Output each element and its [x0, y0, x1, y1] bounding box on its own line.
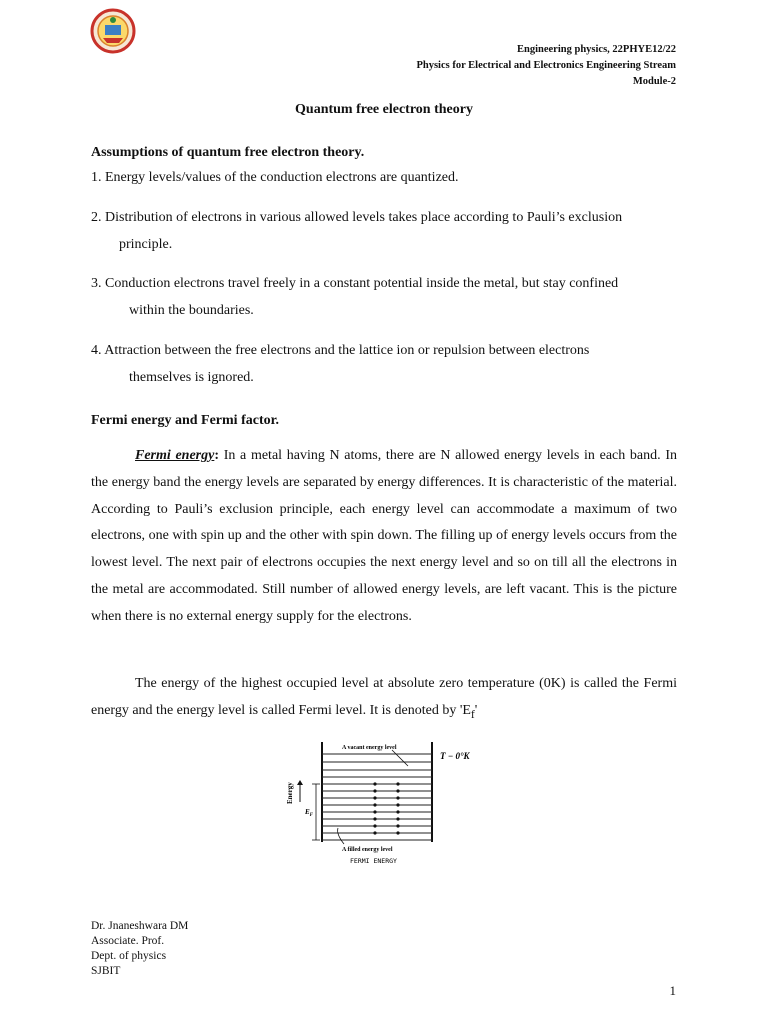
- assumptions-heading: Assumptions of quantum free electron theory.: [91, 145, 365, 160]
- energy-level-lines: [322, 754, 432, 840]
- energy-axis-label: Energy: [286, 782, 294, 804]
- document-header: [416, 42, 676, 90]
- fermi-heading: Fermi energy and Fermi factor.: [91, 413, 280, 428]
- author-name: Dr. Jnaneshwara DM: [91, 920, 189, 932]
- assumption-item-2: 2. Distribution of electrons in various allowed levels takes place according to Pauli’s exclusion principle.: [91, 210, 623, 252]
- assumption-item-4: 4. Attraction between the free electrons and the lattice ion or repulsion between electrons themselves is ignored.: [91, 343, 590, 385]
- author-designation: Associate. Prof.: [91, 935, 165, 947]
- module-label: Module-2: [632, 76, 676, 87]
- author-footer: [91, 919, 188, 979]
- author-department: Dept. of physics: [91, 950, 167, 962]
- page-number: 1: [669, 983, 676, 998]
- temperature-label: T − 0°K: [440, 751, 470, 761]
- assumption-item-3: 3. Conduction electrons travel freely in a constant potential inside the metal, but stay confined within the boundaries.: [91, 276, 619, 318]
- electron-dots: [373, 782, 399, 834]
- author-institution: SJBIT: [91, 965, 121, 977]
- course-code: Engineering physics, 22PHYE12/22: [517, 44, 676, 55]
- fermi-level-paragraph: The energy of the highest occupied level at absolute zero temperature (0K) is called the Fermi energy and the energy level is called Fermi level. It is denoted by '$E_f$': [91, 676, 677, 721]
- fermi-energy-term: Fermi energy: [135, 448, 215, 463]
- figure-caption: FERMI ENERGY: [350, 857, 397, 865]
- vacant-level-label: A vacant energy level: [342, 745, 397, 751]
- stream-name: Physics for Electrical and Electronics Engineering Stream: [416, 60, 676, 71]
- page-title: Quantum free electron theory: [295, 102, 473, 117]
- fermi-energy-paragraph: Fermi energy: In a metal having N atoms, there are N allowed energy levels in each band. In the energy band the energy levels are separated by energy differences. It is characteristic of the material. According to Pauli’s exclusion principle, each energy level can accommodate a maximum of two electrons, one with spin up and the other with spin down. The filling up of energy levels occurs from the lowest level. The next pair of electrons occupies the next energy level and so on till all the electrons in the metal are accommodated. Still number of allowed energy levels, are left vacant. This is the picture when there is no external energy supply for the electrons.: [91, 448, 677, 624]
- fermi-energy-diagram: [280, 738, 500, 878]
- filled-pointer: [338, 828, 344, 844]
- vacant-pointer: [392, 750, 408, 766]
- assumption-item-1: 1. Energy levels/values of the conduction electrons are quantized.: [91, 170, 459, 185]
- institute-logo: [90, 8, 136, 54]
- ef-label: $E_F$: [305, 808, 314, 818]
- filled-level-label: A filled energy level: [342, 847, 393, 853]
